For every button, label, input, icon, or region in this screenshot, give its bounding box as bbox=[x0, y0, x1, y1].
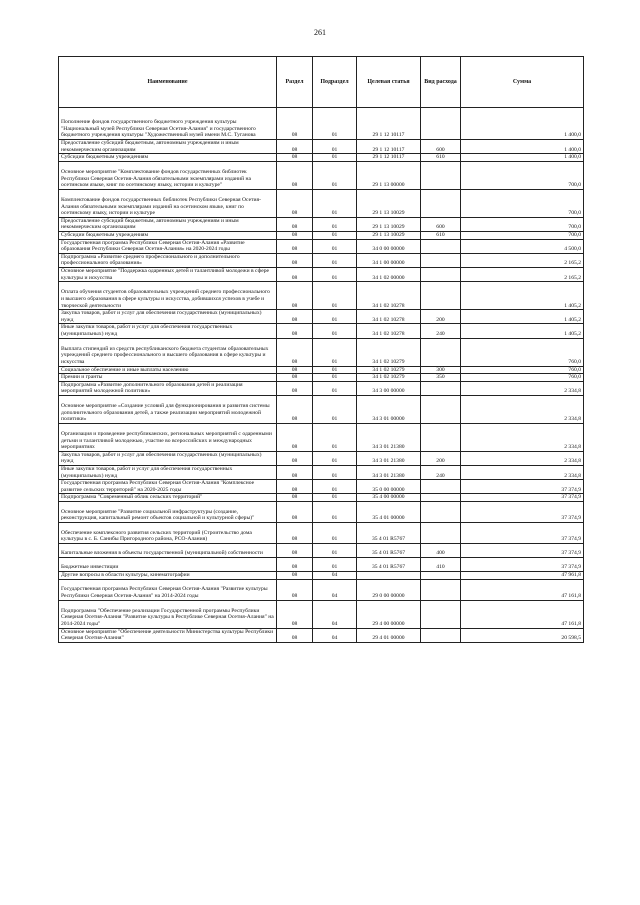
cell-amount: 2 334,8 bbox=[461, 451, 584, 465]
cell-amount: 1 405,2 bbox=[461, 310, 584, 324]
table-row bbox=[59, 572, 584, 580]
cell-expense-type bbox=[421, 572, 461, 580]
cell-section: 08 bbox=[277, 140, 313, 154]
cell-name: Иные закупки товаров, работ и услуг для обеспечения государственных (муниципальных) нужд bbox=[59, 466, 277, 480]
cell-section: 08 bbox=[277, 494, 313, 502]
cell-name: Капитальные вложения в объекты государственной (муниципальной) собственности bbox=[59, 544, 277, 558]
cell-section: 08 bbox=[277, 231, 313, 239]
cell-section: 08 bbox=[277, 395, 313, 423]
cell-target-article: 29 1 13 00000 bbox=[357, 161, 421, 189]
cell-subsection: 01 bbox=[313, 338, 357, 366]
cell-target-article: 35 4 01 R5767 bbox=[357, 544, 421, 558]
cell-section: 08 bbox=[277, 600, 313, 628]
cell-target-article: 34 1 02 10279 bbox=[357, 366, 421, 374]
cell-subsection: 01 bbox=[313, 231, 357, 239]
cell-name: Социальное обеспечение и иные выплаты населению bbox=[59, 366, 277, 374]
cell-expense-type bbox=[421, 600, 461, 628]
cell-section: 08 bbox=[277, 466, 313, 480]
cell-section: 08 bbox=[277, 572, 313, 580]
cell-expense-type bbox=[421, 628, 461, 642]
cell-expense-type: 240 bbox=[421, 324, 461, 338]
table-row bbox=[59, 140, 584, 154]
cell-expense-type: 600 bbox=[421, 140, 461, 154]
cell-name: Подпрограмма «Развитие дополнительного образования детей и реализация мероприятий молодежной политики» bbox=[59, 381, 277, 395]
cell-amount: 1 405,2 bbox=[461, 282, 584, 310]
cell-target-article: 29 4 01 00000 bbox=[357, 628, 421, 642]
table-row bbox=[59, 239, 584, 253]
cell-target-article: 34 1 02 10278 bbox=[357, 310, 421, 324]
cell-name: Бюджетные инвестиции bbox=[59, 558, 277, 572]
table-row bbox=[59, 523, 584, 544]
cell-name: Организация и проведение республиканских, региональных мероприятий с одаренными детьми и талантливой молодежью, участие во всероссийских и международных мероприятиях bbox=[59, 423, 277, 451]
table-row bbox=[59, 381, 584, 395]
cell-section: 08 bbox=[277, 161, 313, 189]
cell-subsection: 01 bbox=[313, 502, 357, 523]
cell-name: Комплектование фондов государственных библиотек Республики Северная Осетия-Алания обязательными экземплярами изданий на осетинском языке, книг по осетинскому языку, истории и культуре bbox=[59, 189, 277, 217]
table-row bbox=[59, 217, 584, 231]
cell-target-article: 35 0 00 00000 bbox=[357, 480, 421, 494]
cell-subsection: 01 bbox=[313, 324, 357, 338]
cell-amount: 1 405,2 bbox=[461, 324, 584, 338]
table-row bbox=[59, 579, 584, 600]
cell-subsection: 04 bbox=[313, 572, 357, 580]
cell-name: Оплата обучения студентов образовательных учреждений среднего профессионального и высшего образования в сфере культуры и искусства, добившихся успехов в учебе и творческой деятельности bbox=[59, 282, 277, 310]
cell-subsection: 01 bbox=[313, 466, 357, 480]
header-expense-type: Вид расхода bbox=[421, 57, 461, 108]
cell-subsection: 01 bbox=[313, 395, 357, 423]
cell-amount: 37 374,9 bbox=[461, 523, 584, 544]
cell-section: 08 bbox=[277, 374, 313, 382]
cell-name: Основное мероприятие "Поддержка одаренных детей и талантливой молодежи в сфере культуры и искусства bbox=[59, 267, 277, 281]
cell-expense-type bbox=[421, 423, 461, 451]
cell-amount: 2 165,2 bbox=[461, 253, 584, 267]
cell-subsection: 01 bbox=[313, 217, 357, 231]
cell-target-article: 35 4 01 R5767 bbox=[357, 523, 421, 544]
table-row bbox=[59, 628, 584, 642]
cell-section: 08 bbox=[277, 628, 313, 642]
cell-subsection: 01 bbox=[313, 480, 357, 494]
cell-section: 08 bbox=[277, 366, 313, 374]
cell-amount: 37 374,9 bbox=[461, 558, 584, 572]
cell-target-article: 29 0 00 00000 bbox=[357, 579, 421, 600]
cell-target-article: 29 1 13 10029 bbox=[357, 217, 421, 231]
cell-amount: 20 598,5 bbox=[461, 628, 584, 642]
table-row bbox=[59, 423, 584, 451]
cell-name: Подпрограмма "Обеспечение реализации Государственной программы Республики Северная Осетия-Алания "Развитие культуры в Республике Северная Осетия-Алания" на 2014-2024 годы" bbox=[59, 600, 277, 628]
cell-subsection: 04 bbox=[313, 600, 357, 628]
cell-name: Предоставление субсидий бюджетным, автономным учреждениям и иным некоммерческим организациям bbox=[59, 217, 277, 231]
cell-amount: 47 961,8 bbox=[461, 572, 584, 580]
table-row bbox=[59, 189, 584, 217]
cell-subsection: 01 bbox=[313, 494, 357, 502]
header-name: Наименование bbox=[59, 57, 277, 108]
cell-target-article: 34 1 02 00000 bbox=[357, 267, 421, 281]
table-row bbox=[59, 502, 584, 523]
cell-amount: 47 161,8 bbox=[461, 600, 584, 628]
cell-name: Основное мероприятие "Развитие социальной инфраструктуры (создание, реконструкция, капитальный ремонт объектов социальной и культурной сферы)" bbox=[59, 502, 277, 523]
table-row bbox=[59, 231, 584, 239]
cell-expense-type bbox=[421, 189, 461, 217]
cell-section: 08 bbox=[277, 544, 313, 558]
cell-amount: 2 334,8 bbox=[461, 395, 584, 423]
table-row bbox=[59, 600, 584, 628]
cell-expense-type: 240 bbox=[421, 466, 461, 480]
cell-amount: 1 400,0 bbox=[461, 108, 584, 140]
cell-target-article bbox=[357, 572, 421, 580]
cell-name: Государственная программа Республики Северная Осетия-Алания "Комплексное развитие сельских территорий" на 2020-2025 годы bbox=[59, 480, 277, 494]
cell-subsection: 01 bbox=[313, 253, 357, 267]
cell-name: Государственная программа Республики Северная Осетия-Алания "Развитие культуры Республики Северная Осетия-Алания" на 2014-2024 годы bbox=[59, 579, 277, 600]
cell-target-article: 29 1 13 10029 bbox=[357, 231, 421, 239]
cell-section: 08 bbox=[277, 324, 313, 338]
cell-expense-type bbox=[421, 108, 461, 140]
cell-amount: 47 161,8 bbox=[461, 579, 584, 600]
cell-target-article: 34 3 01 21380 bbox=[357, 451, 421, 465]
cell-target-article: 34 3 01 21380 bbox=[357, 423, 421, 451]
cell-expense-type: 410 bbox=[421, 558, 461, 572]
cell-amount: 2 334,8 bbox=[461, 466, 584, 480]
cell-section: 08 bbox=[277, 502, 313, 523]
cell-subsection: 01 bbox=[313, 451, 357, 465]
cell-target-article: 35 4 00 00000 bbox=[357, 494, 421, 502]
cell-expense-type bbox=[421, 253, 461, 267]
cell-amount: 700,0 bbox=[461, 217, 584, 231]
cell-amount: 1 400,0 bbox=[461, 154, 584, 162]
cell-subsection: 01 bbox=[313, 544, 357, 558]
cell-amount: 37 374,9 bbox=[461, 480, 584, 494]
cell-expense-type: 350 bbox=[421, 374, 461, 382]
cell-name: Пополнение фондов государственного бюджетного учреждения культуры "Национальный музей Республики Северная Осетия-Алания" и государственного бюджетного учреждения культуры "Художественный музей имени М.С. Туганова bbox=[59, 108, 277, 140]
cell-name: Предоставление субсидий бюджетным, автономным учреждениям и иным некоммерческим организациям bbox=[59, 140, 277, 154]
cell-amount: 760,0 bbox=[461, 338, 584, 366]
cell-expense-type bbox=[421, 395, 461, 423]
table-row bbox=[59, 338, 584, 366]
cell-expense-type: 610 bbox=[421, 154, 461, 162]
cell-amount: 37 374,9 bbox=[461, 494, 584, 502]
cell-expense-type bbox=[421, 381, 461, 395]
header-subsection: Подраздел bbox=[313, 57, 357, 108]
cell-section: 08 bbox=[277, 381, 313, 395]
cell-expense-type: 200 bbox=[421, 310, 461, 324]
cell-name: Иные закупки товаров, работ и услуг для обеспечения государственных (муниципальных) нужд bbox=[59, 324, 277, 338]
cell-name: Субсидии бюджетным учреждениям bbox=[59, 231, 277, 239]
header-amount: Сумма bbox=[461, 57, 584, 108]
cell-section: 08 bbox=[277, 558, 313, 572]
cell-subsection: 01 bbox=[313, 239, 357, 253]
cell-section: 08 bbox=[277, 480, 313, 494]
cell-target-article: 34 3 00 00000 bbox=[357, 381, 421, 395]
cell-target-article: 34 1 02 10278 bbox=[357, 324, 421, 338]
table-row bbox=[59, 451, 584, 465]
cell-target-article: 34 3 01 00000 bbox=[357, 395, 421, 423]
cell-expense-type bbox=[421, 161, 461, 189]
cell-section: 08 bbox=[277, 423, 313, 451]
cell-name: Подпрограмма «Развитие среднего профессионального и дополнительного профессионального образования» bbox=[59, 253, 277, 267]
table-row bbox=[59, 466, 584, 480]
table-row bbox=[59, 282, 584, 310]
cell-target-article: 29 4 00 00000 bbox=[357, 600, 421, 628]
cell-expense-type bbox=[421, 239, 461, 253]
cell-expense-type bbox=[421, 523, 461, 544]
table-row bbox=[59, 324, 584, 338]
cell-target-article: 34 3 01 21380 bbox=[357, 466, 421, 480]
cell-expense-type: 610 bbox=[421, 231, 461, 239]
cell-target-article: 35 4 01 00000 bbox=[357, 502, 421, 523]
cell-expense-type bbox=[421, 494, 461, 502]
cell-subsection: 01 bbox=[313, 140, 357, 154]
cell-name: Основное мероприятие "Комплектование фондов государственных библиотек Республики Северная Осетия-Алания обязательными экземплярами изданий на осетинском языке, книг по осетинскому языку, истории и культуре" bbox=[59, 161, 277, 189]
cell-expense-type bbox=[421, 579, 461, 600]
cell-amount: 700,0 bbox=[461, 189, 584, 217]
cell-name: Выплата стипендий из средств республиканского бюджета студентам образовательных учреждений среднего профессионального и высшего образования в сфере культуры и искусства bbox=[59, 338, 277, 366]
cell-target-article: 34 1 02 10278 bbox=[357, 282, 421, 310]
table-row bbox=[59, 395, 584, 423]
cell-amount: 700,0 bbox=[461, 231, 584, 239]
cell-section: 08 bbox=[277, 282, 313, 310]
table-row bbox=[59, 108, 584, 140]
table-row bbox=[59, 366, 584, 374]
table-header-row bbox=[59, 57, 584, 108]
table-row bbox=[59, 480, 584, 494]
cell-subsection: 01 bbox=[313, 423, 357, 451]
cell-target-article: 34 1 02 10279 bbox=[357, 338, 421, 366]
cell-amount: 2 334,8 bbox=[461, 381, 584, 395]
cell-target-article: 35 4 01 R5767 bbox=[357, 558, 421, 572]
cell-name: Основное мероприятие "Обеспечение деятельности Министерства культуры Республики Северная Осетия-Алания" bbox=[59, 628, 277, 642]
cell-subsection: 01 bbox=[313, 381, 357, 395]
cell-name: Субсидии бюджетным учреждениям bbox=[59, 154, 277, 162]
table-row bbox=[59, 161, 584, 189]
cell-section: 08 bbox=[277, 579, 313, 600]
cell-subsection: 01 bbox=[313, 154, 357, 162]
cell-subsection: 01 bbox=[313, 558, 357, 572]
cell-section: 08 bbox=[277, 253, 313, 267]
page-number: 261 bbox=[314, 28, 326, 37]
table-row bbox=[59, 253, 584, 267]
cell-target-article: 29 1 12 10117 bbox=[357, 108, 421, 140]
cell-target-article: 29 1 12 10117 bbox=[357, 154, 421, 162]
table-row bbox=[59, 154, 584, 162]
cell-target-article: 34 1 02 10279 bbox=[357, 374, 421, 382]
cell-amount: 37 374,9 bbox=[461, 544, 584, 558]
cell-subsection: 01 bbox=[313, 161, 357, 189]
cell-subsection: 04 bbox=[313, 579, 357, 600]
cell-subsection: 04 bbox=[313, 628, 357, 642]
cell-section: 08 bbox=[277, 217, 313, 231]
cell-name: Государственная программа Республики Северная Осетия-Алания «Развитие образования Республики Северная Осетия-Алания» на 2020-2024 годы bbox=[59, 239, 277, 253]
cell-subsection: 01 bbox=[313, 310, 357, 324]
cell-expense-type: 400 bbox=[421, 544, 461, 558]
cell-amount: 2 165,2 bbox=[461, 267, 584, 281]
cell-amount: 700,0 bbox=[461, 161, 584, 189]
cell-subsection: 01 bbox=[313, 366, 357, 374]
table-row bbox=[59, 374, 584, 382]
cell-expense-type bbox=[421, 282, 461, 310]
cell-expense-type bbox=[421, 502, 461, 523]
cell-expense-type: 600 bbox=[421, 217, 461, 231]
cell-amount: 760,0 bbox=[461, 366, 584, 374]
cell-amount: 37 374,9 bbox=[461, 502, 584, 523]
cell-section: 08 bbox=[277, 451, 313, 465]
cell-subsection: 01 bbox=[313, 108, 357, 140]
table-row bbox=[59, 494, 584, 502]
cell-expense-type bbox=[421, 480, 461, 494]
cell-subsection: 01 bbox=[313, 267, 357, 281]
header-target-article: Целевая статья bbox=[357, 57, 421, 108]
cell-section: 08 bbox=[277, 154, 313, 162]
cell-subsection: 01 bbox=[313, 282, 357, 310]
cell-amount: 760,0 bbox=[461, 374, 584, 382]
cell-section: 08 bbox=[277, 267, 313, 281]
header-section: Раздел bbox=[277, 57, 313, 108]
cell-name: Закупка товаров, работ и услуг для обеспечения государственных (муниципальных) нужд bbox=[59, 310, 277, 324]
cell-target-article: 29 1 13 10029 bbox=[357, 189, 421, 217]
cell-amount: 2 334,8 bbox=[461, 423, 584, 451]
cell-name: Обеспечение комплексного развития сельских территорий (Строительство дома культуры в с. Б. Санибы Пригородного района, РСО-Алания) bbox=[59, 523, 277, 544]
cell-section: 08 bbox=[277, 523, 313, 544]
table-row bbox=[59, 310, 584, 324]
cell-expense-type: 200 bbox=[421, 451, 461, 465]
cell-expense-type: 300 bbox=[421, 366, 461, 374]
table-row bbox=[59, 267, 584, 281]
table-row bbox=[59, 544, 584, 558]
cell-expense-type bbox=[421, 338, 461, 366]
cell-section: 08 bbox=[277, 239, 313, 253]
cell-name: Закупка товаров, работ и услуг для обеспечения государственных (муниципальных) нужд bbox=[59, 451, 277, 465]
cell-name: Подпрограмма "Современный облик сельских территорий" bbox=[59, 494, 277, 502]
cell-amount: 4 500,0 bbox=[461, 239, 584, 253]
cell-section: 08 bbox=[277, 189, 313, 217]
cell-section: 08 bbox=[277, 108, 313, 140]
cell-amount: 1 400,0 bbox=[461, 140, 584, 154]
cell-subsection: 01 bbox=[313, 189, 357, 217]
budget-table bbox=[58, 56, 584, 643]
cell-target-article: 34 1 00 00000 bbox=[357, 253, 421, 267]
cell-subsection: 01 bbox=[313, 523, 357, 544]
cell-name: Премии и гранты bbox=[59, 374, 277, 382]
cell-subsection: 01 bbox=[313, 374, 357, 382]
table-body bbox=[59, 108, 584, 643]
cell-section: 08 bbox=[277, 310, 313, 324]
cell-target-article: 34 0 00 00000 bbox=[357, 239, 421, 253]
cell-target-article: 29 1 12 10117 bbox=[357, 140, 421, 154]
cell-name: Основное мероприятие «Создание условий для функционирования и развития системы дополнительного образования детей, а также реализации мероприятий молодежной политики» bbox=[59, 395, 277, 423]
cell-name: Другие вопросы в области культуры, кинематографии bbox=[59, 572, 277, 580]
cell-section: 08 bbox=[277, 338, 313, 366]
cell-expense-type bbox=[421, 267, 461, 281]
table-row bbox=[59, 558, 584, 572]
